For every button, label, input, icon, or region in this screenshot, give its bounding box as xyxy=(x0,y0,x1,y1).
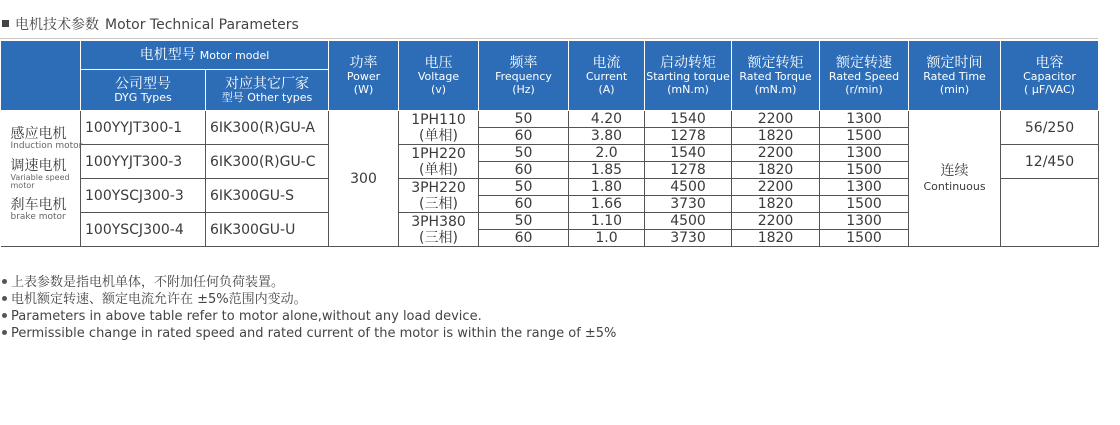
other-model: 6IK300GU-U xyxy=(206,213,329,247)
rated-torque-value: 2200 xyxy=(732,111,820,128)
frequency-value: 60 xyxy=(479,128,569,145)
header-dyg-types: 公司型号 DYG Types xyxy=(81,70,206,111)
current-value: 4.20 xyxy=(569,111,645,128)
header-frequency: 频率 Frequency (Hz) xyxy=(479,41,569,111)
starting-torque-value: 4500 xyxy=(645,179,732,196)
dyg-model: 100YSCJ300-3 xyxy=(81,179,206,213)
frequency-value: 50 xyxy=(479,111,569,128)
current-value: 1.10 xyxy=(569,213,645,230)
rated-speed-value: 1300 xyxy=(820,213,909,230)
current-value: 2.0 xyxy=(569,145,645,162)
rated-time-cell: 连续 Continuous xyxy=(909,111,1001,247)
header-motor-model: 电机型号 Motor model xyxy=(81,41,329,70)
starting-torque-value: 1278 xyxy=(645,128,732,145)
frequency-value: 50 xyxy=(479,213,569,230)
rated-torque-value: 2200 xyxy=(732,179,820,196)
frequency-value: 60 xyxy=(479,196,569,213)
voltage-cell: 1PH220 (单相) xyxy=(399,145,479,179)
header-voltage: 电压 Voltage (v) xyxy=(399,41,479,111)
current-value: 1.66 xyxy=(569,196,645,213)
dyg-model: 100YYJT300-1 xyxy=(81,111,206,145)
frequency-value: 50 xyxy=(479,145,569,162)
header-blank xyxy=(1,41,81,111)
current-value: 1.80 xyxy=(569,179,645,196)
rated-torque-value: 1820 xyxy=(732,128,820,145)
rated-speed-value: 1300 xyxy=(820,179,909,196)
dyg-model: 100YYJT300-3 xyxy=(81,145,206,179)
other-model: 6IK300GU-S xyxy=(206,179,329,213)
power-value: 300 xyxy=(329,111,399,247)
header-row-1 xyxy=(1,41,1099,70)
current-value: 3.80 xyxy=(569,128,645,145)
rated-speed-value: 1500 xyxy=(820,162,909,179)
note-item: Parameters in above table refer to motor alone,without any load device. xyxy=(2,308,616,325)
title-zh: 电机技术参数 xyxy=(15,17,99,33)
bullet-icon xyxy=(2,279,7,284)
note-item: 电机额定转速、额定电流允许在 ±5%范围内变动。 xyxy=(2,291,616,308)
bullet-square-icon xyxy=(2,20,9,27)
current-value: 1.85 xyxy=(569,162,645,179)
bullet-icon xyxy=(2,296,7,301)
other-model: 6IK300(R)GU-A xyxy=(206,111,329,145)
voltage-cell: 3PH220 (三相) xyxy=(399,179,479,213)
notes-list xyxy=(2,274,616,342)
starting-torque-value: 4500 xyxy=(645,213,732,230)
section-title xyxy=(2,14,299,34)
rated-torque-value: 1820 xyxy=(732,162,820,179)
bullet-icon xyxy=(2,330,7,335)
frequency-value: 60 xyxy=(479,162,569,179)
capacitor-value: 56/250 xyxy=(1001,111,1099,145)
capacitor-empty xyxy=(1001,179,1099,247)
title-divider xyxy=(0,38,1098,39)
voltage-cell: 3PH380 (三相) xyxy=(399,213,479,247)
rated-speed-value: 1300 xyxy=(820,111,909,128)
starting-torque-value: 3730 xyxy=(645,196,732,213)
starting-torque-value: 1278 xyxy=(645,162,732,179)
current-value: 1.0 xyxy=(569,230,645,247)
header-rated-time: 额定时间 Rated Time (min) xyxy=(909,41,1001,111)
rated-speed-value: 1300 xyxy=(820,145,909,162)
rated-speed-value: 1500 xyxy=(820,230,909,247)
starting-torque-value: 1540 xyxy=(645,145,732,162)
other-model: 6IK300(R)GU-C xyxy=(206,145,329,179)
title-en: Motor Technical Parameters xyxy=(105,17,299,33)
rated-speed-value: 1500 xyxy=(820,196,909,213)
voltage-cell: 1PH110 (单相) xyxy=(399,111,479,145)
note-item: 上表参数是指电机单体，不附加任何负荷装置。 xyxy=(2,274,616,291)
header-rated-speed: 额定转速 Rated Speed (r/min) xyxy=(820,41,909,111)
table-row xyxy=(1,111,1099,128)
frequency-value: 60 xyxy=(479,230,569,247)
spec-table xyxy=(0,40,1099,247)
dyg-model: 100YSCJ300-4 xyxy=(81,213,206,247)
rated-torque-value: 2200 xyxy=(732,145,820,162)
header-other-types: 对应其它厂家 型号 Other types xyxy=(206,70,329,111)
motor-category-cell: 感应电机 Induction motor 调速电机 Variable speed motor 刹车电机 brake motor xyxy=(1,111,81,247)
note-item: Permissible change in rated speed and rated current of the motor is within the range of ±5% xyxy=(2,325,616,342)
rated-torque-value: 2200 xyxy=(732,213,820,230)
starting-torque-value: 3730 xyxy=(645,230,732,247)
starting-torque-value: 1540 xyxy=(645,111,732,128)
capacitor-value: 12/450 xyxy=(1001,145,1099,179)
bullet-icon xyxy=(2,313,7,318)
header-power: 功率 Power (W) xyxy=(329,41,399,111)
header-starting-torque: 启动转矩 Starting torque (mN.m) xyxy=(645,41,732,111)
header-current: 电流 Current (A) xyxy=(569,41,645,111)
header-rated-torque: 额定转矩 Rated Torque (mN.m) xyxy=(732,41,820,111)
rated-torque-value: 1820 xyxy=(732,196,820,213)
frequency-value: 50 xyxy=(479,179,569,196)
header-capacitor: 电容 Capacitor ( μF/VAC) xyxy=(1001,41,1099,111)
rated-torque-value: 1820 xyxy=(732,230,820,247)
rated-speed-value: 1500 xyxy=(820,128,909,145)
